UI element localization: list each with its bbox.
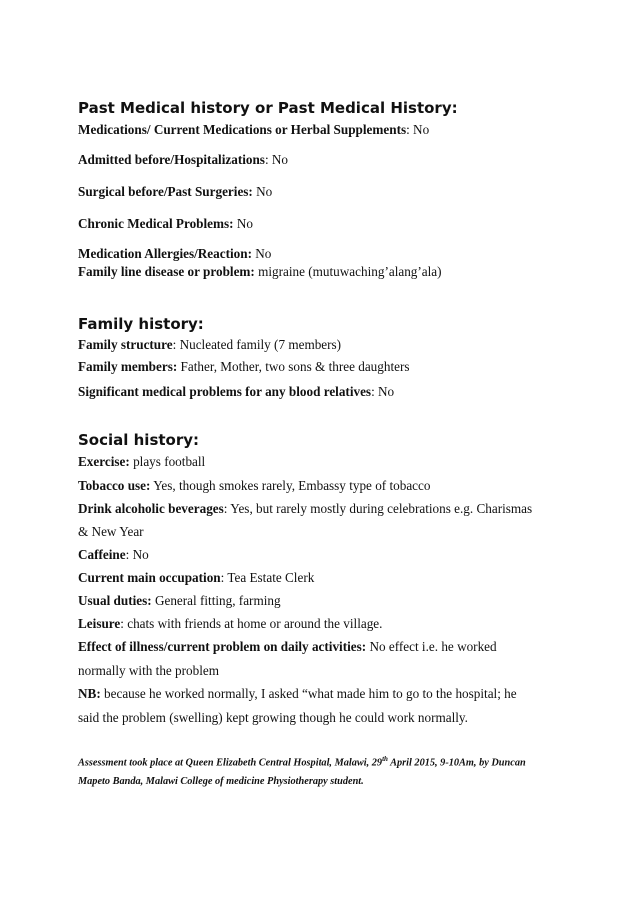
exercise-label: Exercise:	[78, 454, 130, 469]
footer-line-1-b: April 2015, 9-10Am, by Duncan	[387, 757, 526, 769]
nb-continuation: said the problem (swelling) kept growing though he could work normally.	[78, 710, 468, 725]
chronic-label: Chronic Medical Problems:	[78, 216, 234, 231]
chronic-line	[78, 216, 253, 232]
family-structure-value: : Nucleated family (7 members)	[172, 337, 342, 352]
surgical-line	[78, 184, 272, 200]
family-structure-line	[78, 337, 341, 353]
footer-line-2: Mapeto Banda, Malawi College of medicine Physiotherapy student.	[78, 776, 364, 787]
admitted-line	[78, 152, 288, 168]
admitted-value: : No	[264, 152, 289, 167]
surgical-value: No	[252, 184, 273, 199]
caffeine-label: Caffeine	[78, 547, 126, 562]
duties-line	[78, 593, 281, 609]
alcohol-value: : Yes, but rarely mostly during celebrations e.g. Charismas	[223, 501, 533, 516]
nb-line	[78, 686, 517, 702]
family-members-label: Family members:	[78, 359, 178, 374]
family-members-value: Father, Mother, two sons & three daughters	[177, 359, 410, 374]
footer-line-1	[78, 755, 526, 768]
family-line-line	[78, 264, 442, 280]
caffeine-line	[78, 547, 149, 563]
surgical-label: Surgical before/Past Surgeries:	[78, 184, 253, 199]
duties-value: General fitting, farming	[151, 593, 281, 608]
nb-label: NB:	[78, 686, 101, 701]
chronic-value: No	[233, 216, 253, 231]
significant-problems-label: Significant medical problems for any blood relatives	[78, 384, 372, 399]
allergies-line	[78, 246, 271, 262]
tobacco-line	[78, 478, 431, 494]
medications-value: : No	[406, 122, 430, 137]
effect-line	[78, 639, 497, 655]
alcohol-line	[78, 501, 532, 517]
family-line-label: Family line disease or problem:	[78, 264, 255, 279]
occupation-label: Current main occupation	[78, 570, 221, 585]
duties-label: Usual duties:	[78, 593, 152, 608]
significant-problems-value: : No	[371, 384, 395, 399]
footer-line-1-a: Assessment took place at Queen Elizabeth Central Hospital, Malawi, 29	[78, 757, 383, 769]
social-history-heading: Social history:	[78, 431, 200, 449]
occupation-value: : Tea Estate Clerk	[220, 570, 315, 585]
medications-line	[78, 122, 429, 138]
exercise-value: plays football	[129, 454, 206, 469]
footer-superscript: th	[382, 755, 388, 763]
medications-label: Medications/ Current Medications or Herbal Supplements	[78, 122, 407, 137]
leisure-value: : chats with friends at home or around the village.	[120, 616, 383, 631]
significant-problems-line	[78, 384, 394, 400]
family-structure-label: Family structure	[78, 337, 173, 352]
tobacco-value: Yes, though smokes rarely, Embassy type of tobacco	[150, 478, 431, 493]
family-members-line	[78, 359, 410, 375]
allergies-label: Medication Allergies/Reaction:	[78, 246, 252, 261]
past-medical-heading: Past Medical history or Past Medical History:	[78, 99, 458, 117]
family-line-value: migraine (mutuwaching’alang’ala)	[254, 264, 442, 279]
admitted-label: Admitted before/Hospitalizations	[78, 152, 265, 167]
family-history-heading: Family history:	[78, 315, 204, 333]
alcohol-continuation: & New Year	[78, 524, 144, 539]
effect-value: No effect i.e. he worked	[366, 639, 497, 654]
exercise-line	[78, 454, 205, 470]
caffeine-value: : No	[125, 547, 149, 562]
nb-value: because he worked normally, I asked “what made him to go to the hospital; he	[100, 686, 517, 701]
tobacco-label: Tobacco use:	[78, 478, 151, 493]
allergies-value: No	[251, 246, 272, 261]
leisure-label: Leisure	[78, 616, 121, 631]
occupation-line	[78, 570, 314, 586]
leisure-line	[78, 616, 382, 632]
alcohol-label: Drink alcoholic beverages	[78, 501, 224, 516]
effect-label: Effect of illness/current problem on daily activities:	[78, 639, 367, 654]
effect-continuation: normally with the problem	[78, 663, 220, 678]
